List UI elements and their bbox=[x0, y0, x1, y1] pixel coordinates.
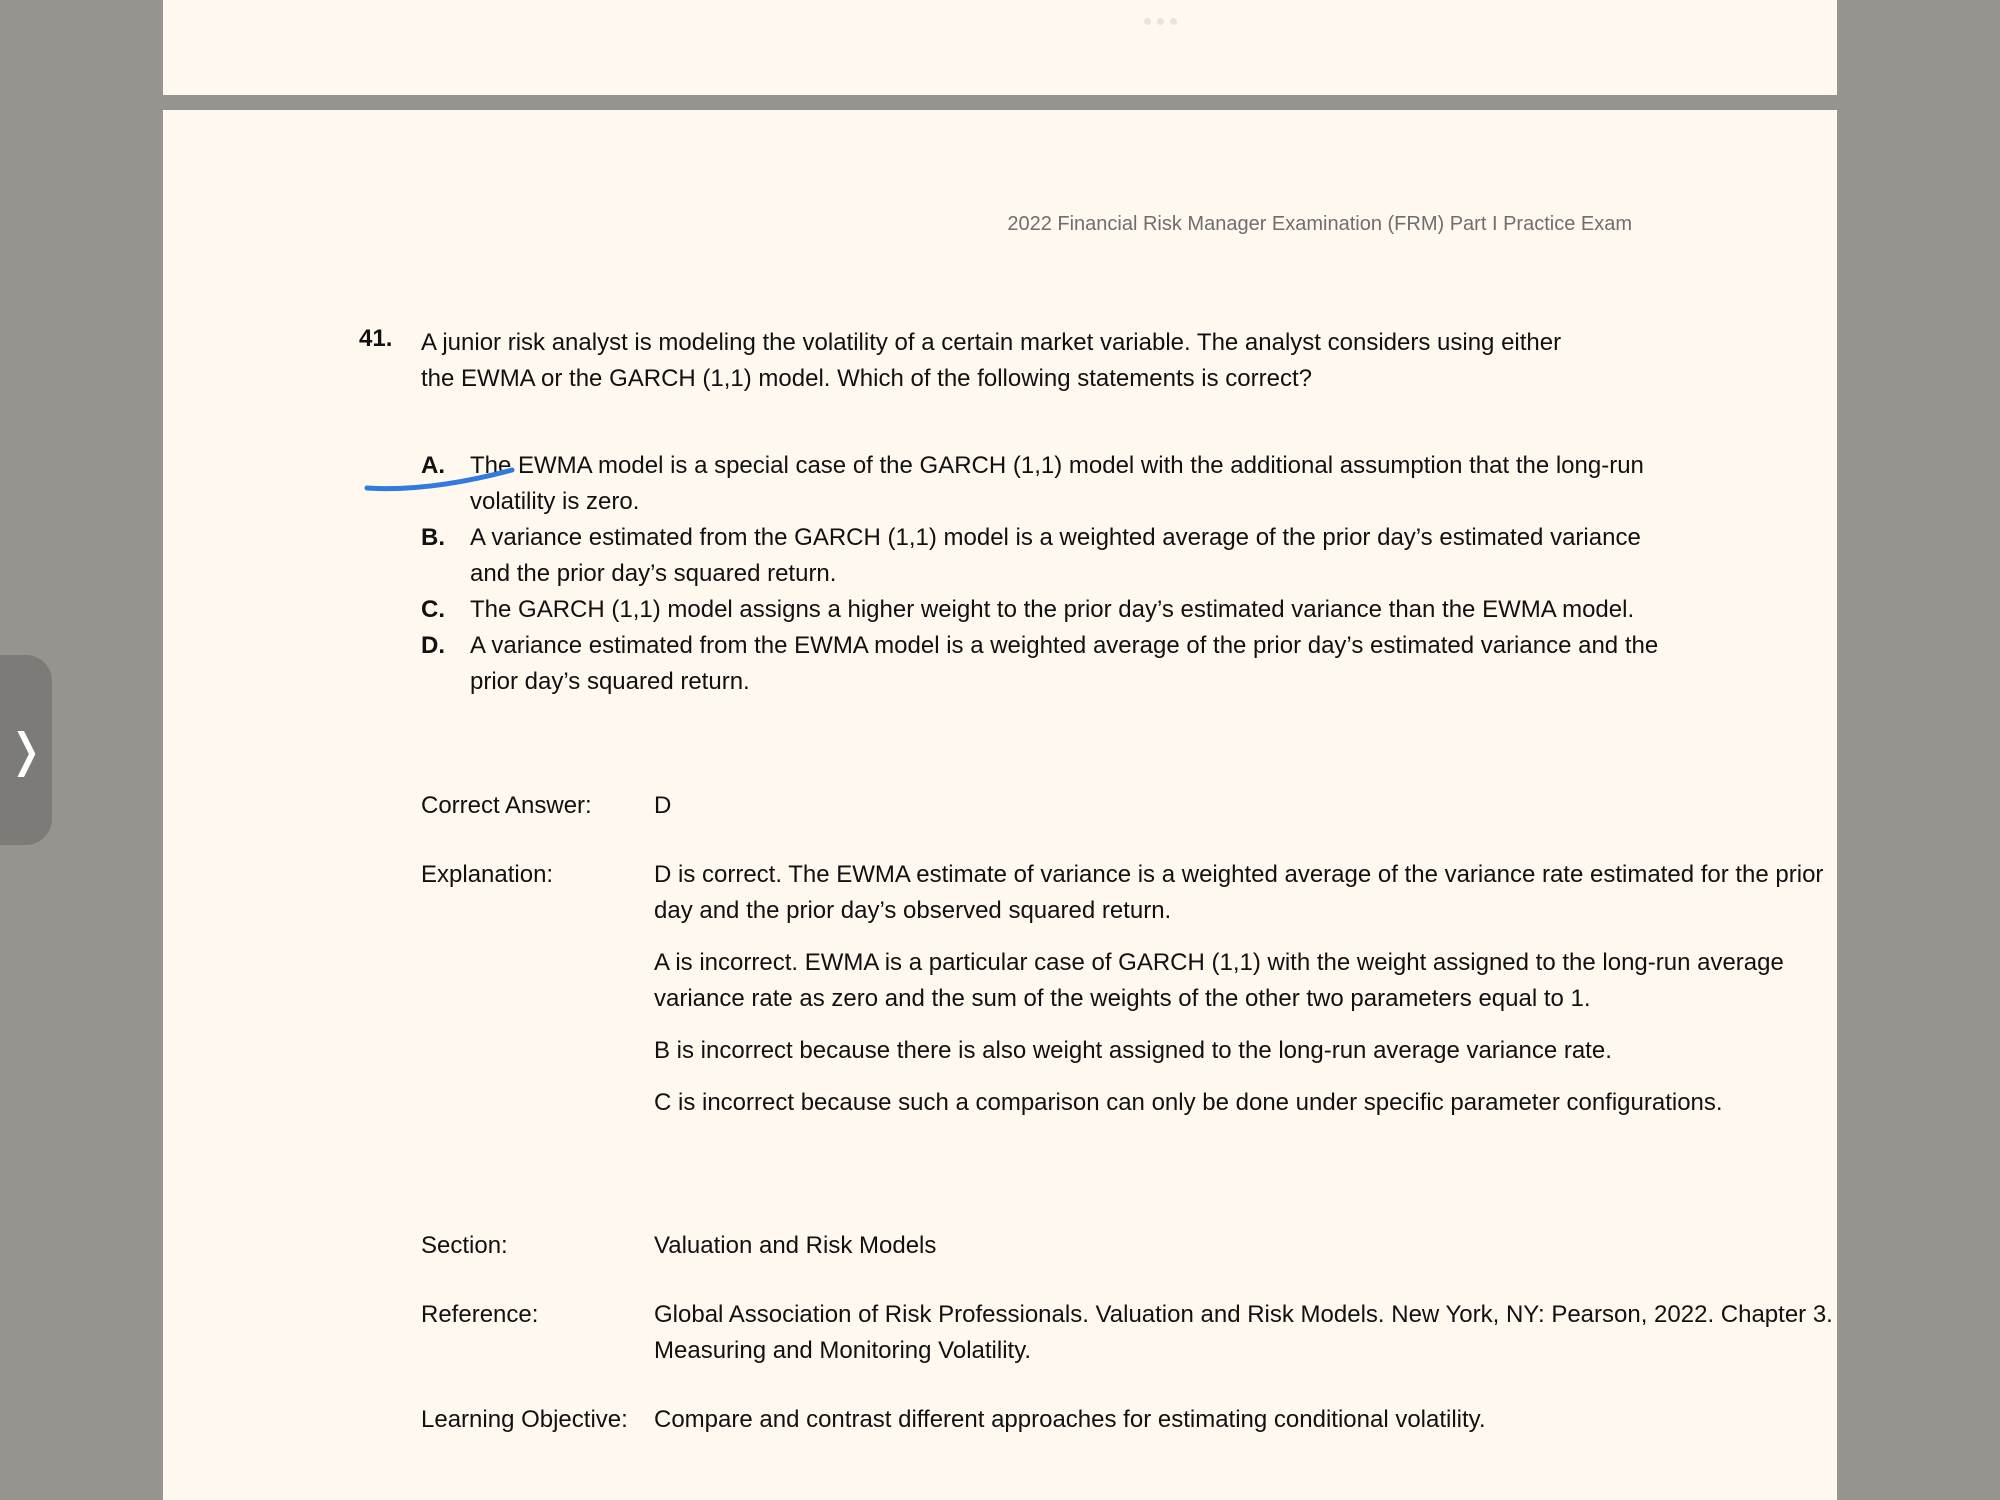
answer-options bbox=[421, 448, 1821, 700]
drag-handle[interactable] bbox=[1144, 18, 1177, 25]
option-a bbox=[421, 448, 1821, 520]
document-page bbox=[163, 110, 1837, 1500]
option-text: The GARCH (1,1) model assigns a higher weight to the prior day’s estimated variance than the EWMA model. bbox=[470, 596, 1635, 623]
previous-page bbox=[163, 0, 1837, 95]
question-number: 41. bbox=[359, 325, 393, 352]
option-letter: D. bbox=[421, 632, 445, 659]
drag-dot bbox=[1170, 18, 1177, 25]
learning-objective-label: Learning Objective: bbox=[421, 1406, 628, 1433]
explanation-label: Explanation: bbox=[421, 861, 554, 888]
option-text: A variance estimated from the GARCH (1,1) model is a weighted average of the prior day’s estimated variance and the prior day’s squared return. bbox=[470, 524, 1641, 587]
option-letter: C. bbox=[421, 596, 445, 623]
option-letter: B. bbox=[421, 524, 445, 551]
option-c bbox=[421, 592, 1821, 628]
question-text: A junior risk analyst is modeling the volatility of a certain market variable. The analyst considers using either the EWMA or the GARCH (1,1) model. Which of the following statements is correct? bbox=[421, 329, 1562, 392]
option-letter: A. bbox=[421, 452, 445, 479]
sidebar-toggle-button[interactable] bbox=[0, 655, 52, 845]
running-header: 2022 Financial Risk Manager Examination (FRM) Part I Practice Exam bbox=[1007, 213, 1632, 235]
chevron-right-icon: ❭ bbox=[6, 723, 46, 777]
option-b bbox=[421, 520, 1821, 592]
option-text: A variance estimated from the EWMA model is a weighted average of the prior day’s estimated variance and the prior day’s squared return. bbox=[470, 632, 1659, 695]
explanation-body bbox=[654, 857, 1834, 1137]
section-label: Section: bbox=[421, 1232, 508, 1259]
section-value: Valuation and Risk Models bbox=[654, 1232, 937, 1259]
drag-dot bbox=[1144, 18, 1151, 25]
reference-value: Global Association of Risk Professionals. Valuation and Risk Models. New York, NY: Pearson, 2022. Chapter 3. Measuring and Monitoring Volatility. bbox=[654, 1301, 1833, 1364]
option-d bbox=[421, 628, 1821, 700]
drag-dot bbox=[1157, 18, 1164, 25]
learning-objective-value: Compare and contrast different approaches for estimating conditional volatility. bbox=[654, 1406, 1486, 1433]
explanation-paragraph: D is correct. The EWMA estimate of variance is a weighted average of the variance rate estimated for the prior day and the prior day’s observed squared return. bbox=[654, 861, 1824, 924]
explanation-paragraph: A is incorrect. EWMA is a particular case of GARCH (1,1) with the weight assigned to the long-run average variance rate as zero and the sum of the weights of the other two parameters equal to 1. bbox=[654, 949, 1784, 1012]
correct-answer-value: D bbox=[654, 792, 672, 819]
explanation-paragraph: C is incorrect because such a comparison can only be done under specific parameter configurations. bbox=[654, 1089, 1723, 1116]
reference-label: Reference: bbox=[421, 1301, 539, 1328]
explanation-paragraph: B is incorrect because there is also weight assigned to the long-run average variance rate. bbox=[654, 1037, 1612, 1064]
option-text: The EWMA model is a special case of the GARCH (1,1) model with the additional assumption that the long-run volatility is zero. bbox=[470, 452, 1644, 515]
correct-answer-label: Correct Answer: bbox=[421, 792, 592, 819]
